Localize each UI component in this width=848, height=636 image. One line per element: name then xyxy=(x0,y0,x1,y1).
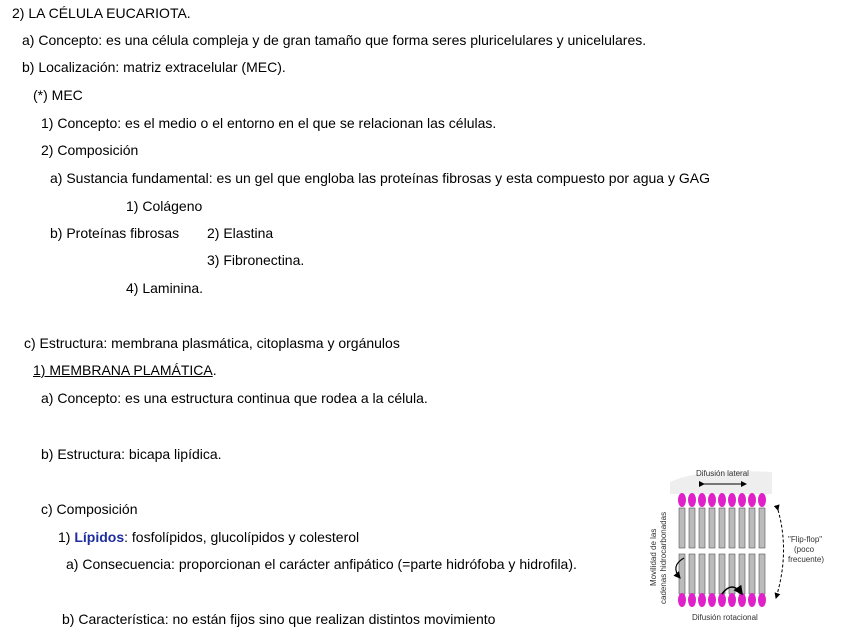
mec-heading: (*) MEC xyxy=(33,87,83,103)
lipid-tail-bottom xyxy=(759,554,765,594)
lipidos-line xyxy=(58,528,359,546)
lipidos-label: Lípidos xyxy=(74,529,125,545)
lipidos-prefix: 1) xyxy=(58,529,75,545)
estructura-line: c) Estructura: membrana plasmática, citoplasma y orgánulos xyxy=(24,335,400,351)
lipid-head-top xyxy=(718,493,726,507)
lateral-label: Difusión lateral xyxy=(696,469,749,478)
lipid-tail-top xyxy=(709,508,715,548)
elastina-item: 2) Elastina xyxy=(207,225,274,241)
lipid-head-bottom xyxy=(708,593,716,607)
lipid-head-top xyxy=(748,493,756,507)
lipid-head-bottom xyxy=(758,593,766,607)
fibronectina-item: 3) Fibronectina. xyxy=(207,252,305,268)
lipid-tail-top xyxy=(679,508,685,548)
lipid-head-top xyxy=(698,493,706,507)
lipid-head-bottom xyxy=(698,593,706,607)
lipid-tail-top xyxy=(719,508,725,548)
lipid-movement-diagram xyxy=(640,464,848,636)
lipid-tail-top xyxy=(739,508,745,548)
mec-concepto-line: 1) Concepto: es el medio o el entorno en el que se relacionan las células. xyxy=(41,115,497,131)
lipid-tail-top xyxy=(699,508,705,548)
caracteristica-line: b) Característica: no están fijos sino que realizan distintos movimiento xyxy=(62,611,496,627)
lipid-head-bottom xyxy=(748,593,756,607)
localizacion-line: b) Localización: matriz extracelular (MEC). xyxy=(22,59,286,75)
lipid-bilayer-svg xyxy=(640,464,848,636)
lipid-head-bottom xyxy=(728,593,736,607)
rotacional-label: Difusión rotacional xyxy=(692,613,758,622)
membrana-concepto-line: a) Concepto: es una estructura continua que rodea a la célula. xyxy=(41,390,428,406)
bottom-lipid-tails xyxy=(679,554,765,594)
laminina-item: 4) Laminina. xyxy=(126,280,204,296)
lipidos-text: : fosfolípidos, glucolípidos y colesterol xyxy=(124,529,360,545)
lipid-tail-bottom xyxy=(749,554,755,594)
flipflop-label-1: "Flip-flop" xyxy=(788,535,823,544)
colageno-item: 1) Colágeno xyxy=(126,198,203,214)
lipid-tail-top xyxy=(689,508,695,548)
sustancia-line: a) Sustancia fundamental: es un gel que engloba las proteínas fibrosas y esta compuesto por agua y GAG xyxy=(50,170,710,186)
section-title: 2) LA CÉLULA EUCARIOTA. xyxy=(12,5,191,21)
movilidad-label-2: cadenas hidrocarbonadas xyxy=(659,511,668,604)
lipid-tail-top xyxy=(749,508,755,548)
movilidad-label-1: Movilidad de las xyxy=(649,528,658,586)
lipid-tail-bottom xyxy=(739,554,745,594)
lipid-head-top xyxy=(708,493,716,507)
lipid-head-bottom xyxy=(678,593,686,607)
lipid-head-bottom xyxy=(688,593,696,607)
lipid-head-top xyxy=(758,493,766,507)
concepto-line: a) Concepto: es una célula compleja y de gran tamaño que forma seres pluricelulares y unicelulares. xyxy=(22,32,647,48)
flipflop-label-3: frecuente) xyxy=(788,555,825,564)
lipid-tail-bottom xyxy=(679,554,685,594)
top-lipid-heads xyxy=(678,493,766,507)
lipid-tail-bottom xyxy=(699,554,705,594)
lipid-head-top xyxy=(728,493,736,507)
lipid-tail-top xyxy=(759,508,765,548)
lipid-tail-bottom xyxy=(689,554,695,594)
lipid-tail-bottom xyxy=(719,554,725,594)
membrana-heading xyxy=(33,361,217,379)
lipid-tail-bottom xyxy=(709,554,715,594)
flipflop-label-2: (poco xyxy=(794,545,815,554)
membrana-estructura-line: b) Estructura: bicapa lipídica. xyxy=(41,446,222,462)
lipid-head-top xyxy=(738,493,746,507)
bottom-lipid-heads xyxy=(678,593,766,607)
lipid-head-bottom xyxy=(738,593,746,607)
top-lipid-tails xyxy=(679,508,765,548)
lipid-head-top xyxy=(678,493,686,507)
membrana-heading-suffix: . xyxy=(212,362,217,378)
consecuencia-line: a) Consecuencia: proporcionan el carácter anfipático (=parte hidrófoba y hidrofila). xyxy=(66,556,577,572)
mec-composicion-line: 2) Composición xyxy=(41,142,139,158)
proteinas-line: b) Proteínas fibrosas xyxy=(50,225,180,241)
lipid-tail-top xyxy=(729,508,735,548)
lipid-head-top xyxy=(688,493,696,507)
membrana-heading-text: 1) MEMBRANA PLAMÁTICA xyxy=(33,362,213,378)
membrana-composicion-line: c) Composición xyxy=(41,501,138,517)
lipid-head-bottom xyxy=(718,593,726,607)
